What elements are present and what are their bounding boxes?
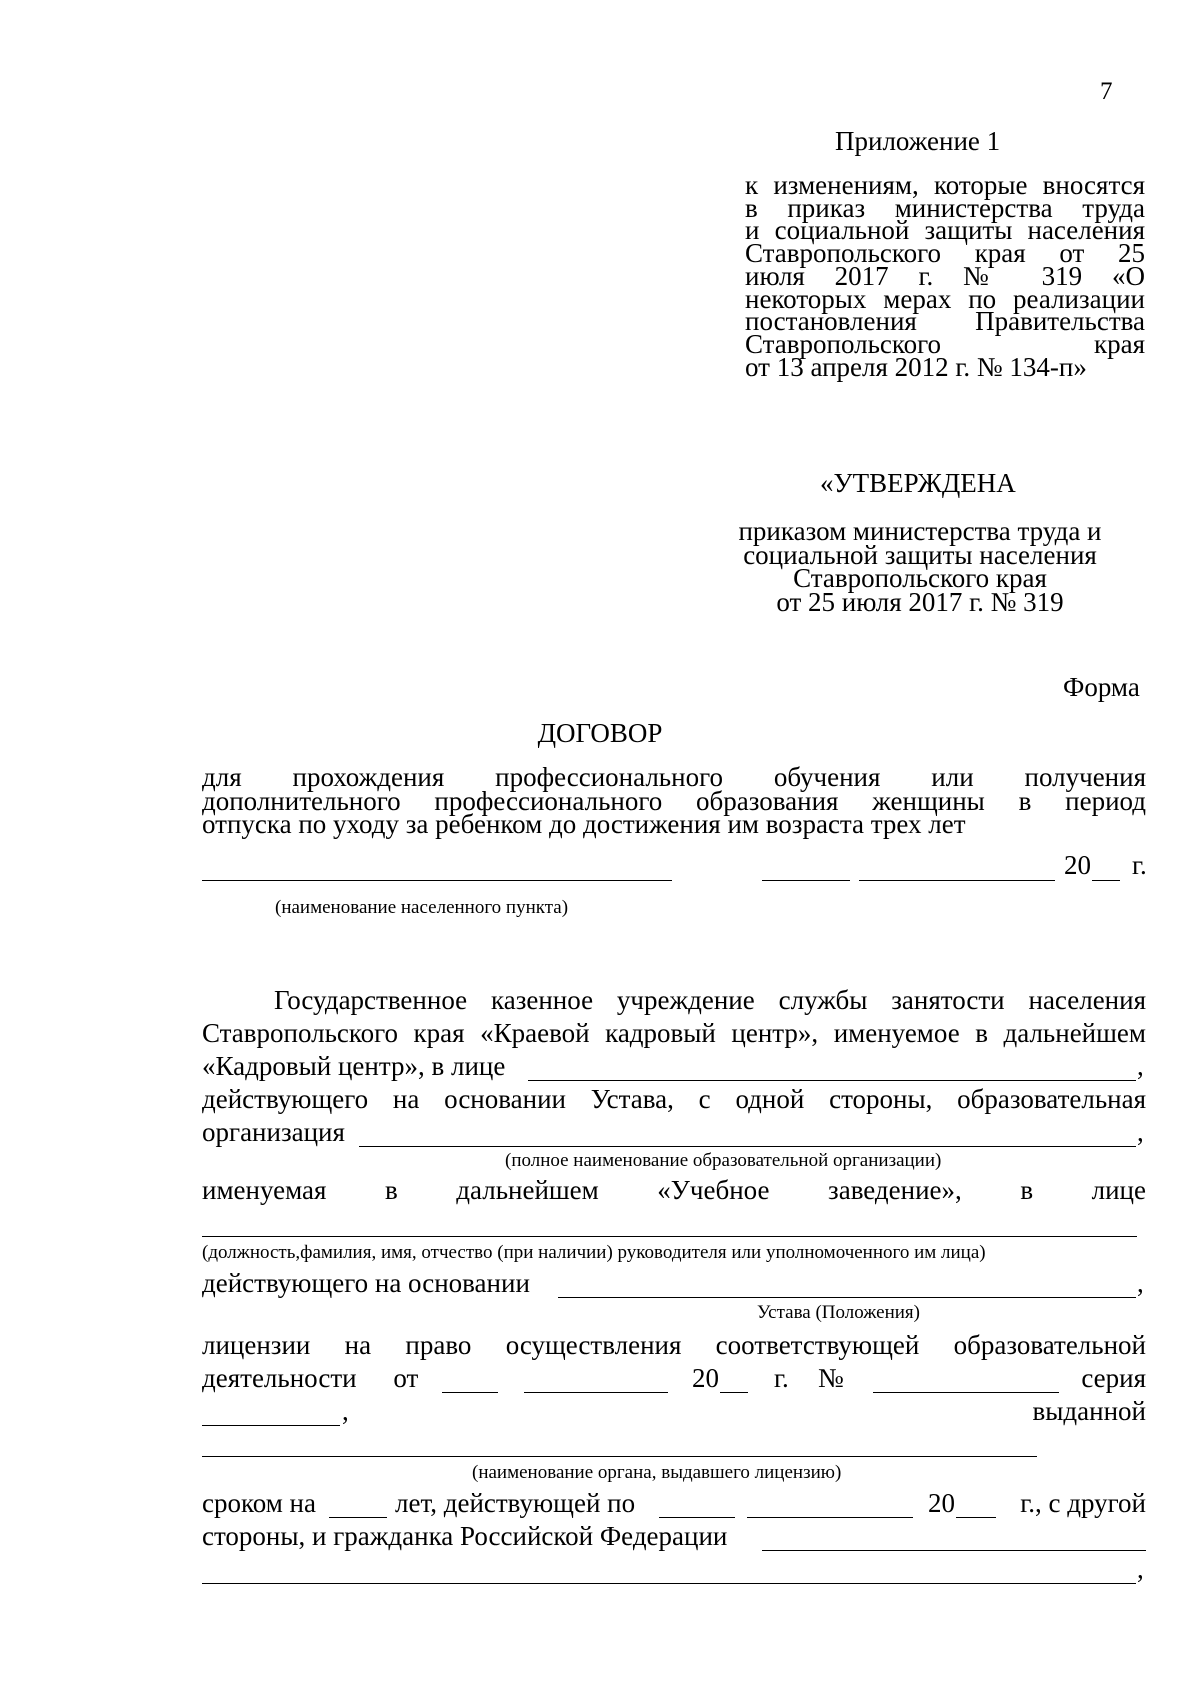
comma: , xyxy=(1137,1268,1144,1298)
term-years-field[interactable] xyxy=(329,1517,387,1518)
license-year-field[interactable] xyxy=(720,1392,748,1393)
comma: , xyxy=(342,1396,349,1426)
license-month-field[interactable] xyxy=(524,1392,668,1393)
acting-basis-label: действующего на основании xyxy=(202,1268,530,1298)
citizen-field[interactable] xyxy=(762,1550,1146,1551)
para-line-text: «Кадровый центр», в лице xyxy=(202,1051,506,1081)
locality-field[interactable] xyxy=(202,880,672,881)
changes-line: и социальной защиты населения xyxy=(745,215,1145,246)
caption-locality: (наименование населенного пункта) xyxy=(275,897,569,918)
changes-reference xyxy=(745,170,1145,382)
organization-field[interactable] xyxy=(359,1146,1136,1147)
para-line-with-field xyxy=(202,1051,1146,1082)
license-line: лицензии на право осуществления соответствующей образовательной xyxy=(202,1330,1146,1360)
named-line: именуемая в дальнейшем «Учебное заведение», в лице xyxy=(202,1175,1146,1205)
changes-line: постановления Правительства xyxy=(745,306,1145,337)
license-number-sign: № xyxy=(818,1363,844,1393)
order-line: от 25 июля 2017 г. № 319 xyxy=(776,586,1064,617)
comma: , xyxy=(1137,1051,1144,1081)
changes-line: некоторых мерах по реализации xyxy=(745,283,1145,314)
license-g: г. xyxy=(774,1363,789,1393)
approved-heading: «УТВЕРЖДЕНА xyxy=(820,468,1016,498)
citizen-label: стороны, и гражданка Российской Федерации xyxy=(202,1521,728,1551)
acting-basis-line xyxy=(202,1268,1146,1299)
date-year-prefix: 20 xyxy=(1064,850,1091,880)
term-end-label: г., с другой xyxy=(1020,1488,1146,1518)
day-field[interactable] xyxy=(762,880,850,881)
changes-line: от 13 апреля 2012 г. № 134-п» xyxy=(745,351,1087,382)
citizen-continuation-field[interactable] xyxy=(202,1583,1136,1584)
form-label: Форма xyxy=(1063,672,1140,702)
term-year-field[interactable] xyxy=(956,1517,996,1518)
authority-field[interactable] xyxy=(202,1456,1037,1457)
org-label: организация xyxy=(202,1117,345,1147)
changes-line: июля 2017 г. № 319 «О xyxy=(745,260,1145,291)
document-title: ДОГОВОР xyxy=(537,718,663,748)
comma: , xyxy=(1137,1554,1144,1584)
term-month-field[interactable] xyxy=(747,1517,913,1518)
caption-charter: Устава (Положения) xyxy=(757,1302,920,1323)
comma: , xyxy=(1137,1117,1144,1147)
month-field[interactable] xyxy=(859,880,1055,881)
changes-line: Ставропольского края xyxy=(745,328,1145,359)
order-line: Ставропольского края xyxy=(793,563,1047,593)
license-year-prefix: 20 xyxy=(692,1363,719,1393)
term-year-prefix: 20 xyxy=(928,1488,955,1518)
approval-order xyxy=(690,516,1150,617)
date-year-suffix: г. xyxy=(1132,850,1147,880)
para-line: Государственное казенное учреждение службы занятости населения xyxy=(274,985,1146,1015)
person-field[interactable] xyxy=(202,1236,1137,1237)
document-subtitle xyxy=(202,762,1146,839)
caption-organization: (полное наименование образовательной организации) xyxy=(505,1150,942,1171)
para-line: действующего на основании Устава, с одной стороны, образовательная xyxy=(202,1084,1146,1114)
term-years-label: лет, действующей по xyxy=(395,1488,636,1518)
term-label: сроком на xyxy=(202,1488,316,1518)
order-line: социальной защиты населения xyxy=(743,539,1097,570)
license-number-field[interactable] xyxy=(873,1392,1059,1393)
license-series-label: серия xyxy=(1081,1363,1146,1393)
caption-authority: (наименование органа, выдавшего лицензию) xyxy=(472,1462,842,1483)
changes-line: к изменениям, которые вносятся xyxy=(745,170,1145,200)
term-day-field[interactable] xyxy=(659,1517,735,1518)
page-number: 7 xyxy=(1100,78,1113,105)
appendix-title: Приложение 1 xyxy=(835,126,1001,156)
para-line: Ставропольского края «Краевой кадровый центр», именуемое в дальнейшем xyxy=(202,1018,1146,1048)
changes-line: Ставропольского края от 25 xyxy=(745,238,1145,269)
org-line xyxy=(202,1117,1146,1148)
license-from-label: деятельности от xyxy=(202,1363,419,1393)
license-day-field[interactable] xyxy=(442,1392,498,1393)
license-series-field[interactable] xyxy=(202,1425,340,1426)
subtitle-line: дополнительного профессионального образования женщины в период xyxy=(202,785,1146,816)
place-date-line xyxy=(202,850,1146,884)
caption-person: (должность,фамилия, имя, отчество (при наличии) руководителя или уполномоченного им лица) xyxy=(202,1242,986,1263)
subtitle-line: для прохождения профессионального обучения или получения xyxy=(202,762,1146,792)
order-line: приказом министерства труда и xyxy=(738,516,1102,546)
basis-field[interactable] xyxy=(558,1297,1136,1298)
subtitle-line: отпуска по уходу за ребенком до достижения им возраста трех лет xyxy=(202,809,966,839)
citizen-line xyxy=(202,1521,1146,1552)
year-field[interactable] xyxy=(1092,880,1120,881)
changes-line: в приказ министерства труда xyxy=(745,192,1145,223)
representative-field[interactable] xyxy=(528,1080,1136,1081)
issued-label: выданной xyxy=(1032,1396,1146,1426)
